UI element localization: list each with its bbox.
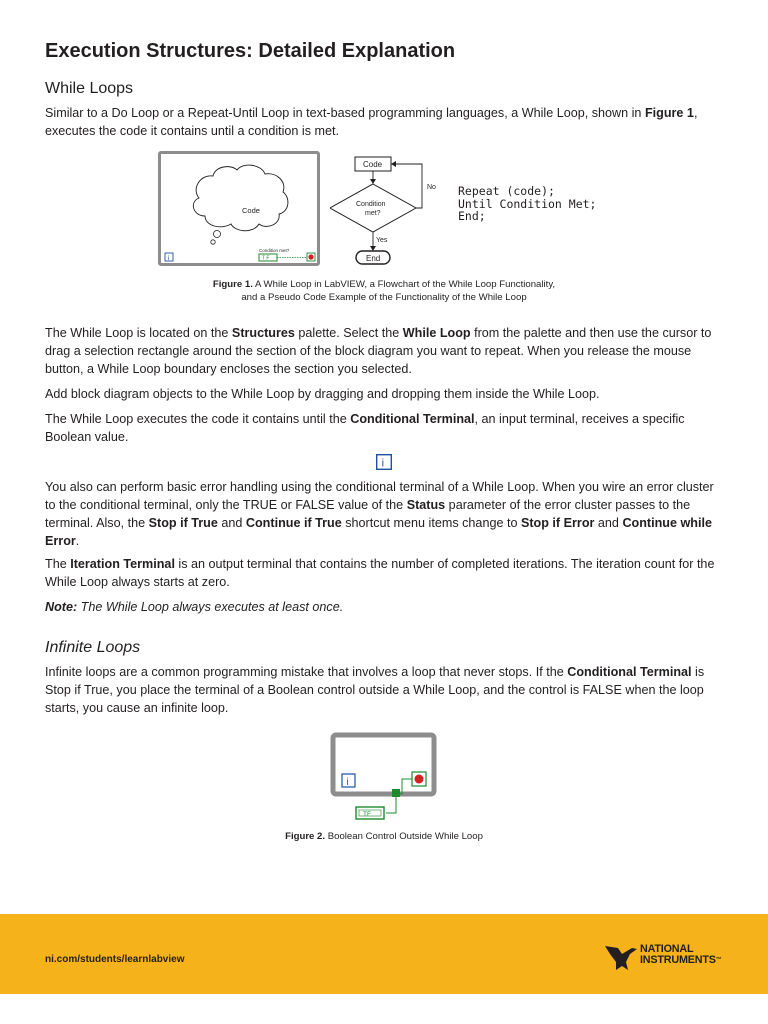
figure1-labview-while-loop (158, 151, 320, 266)
svg-text:Yes: Yes (376, 237, 388, 244)
figure1-caption: Figure 1. A While Loop in LabVIEW, a Flowchart of the While Loop Functionality, and a Pseudo Code Example of the Functionality of the While Loop (212, 279, 556, 303)
figure2-caption: Figure 2. Boolean Control Outside While Loop (285, 831, 483, 842)
paragraph-structures-palette: The While Loop is located on the Structures palette. Select the While Loop from the palette and then use the cursor to drag a selection rectangle around the section of the block diagram you want to repeat. When you release the mouse button, a While Loop boundary encloses the section you selected. (45, 326, 712, 376)
note-paragraph: Note: The While Loop always executes at least once. (45, 600, 344, 614)
figure1-flowchart (330, 151, 440, 271)
lv-condition-label: Condition met? (259, 248, 290, 253)
ni-eagle-icon (604, 942, 638, 972)
svg-text:Code: Code (363, 160, 383, 169)
svg-text:i: i (381, 457, 385, 470)
svg-text:TF: TF (363, 811, 371, 818)
section-heading-while-loops: While Loops (45, 80, 134, 97)
svg-text:No: No (427, 184, 436, 191)
svg-text:Condition: Condition (356, 201, 386, 208)
paragraph-intro: Similar to a Do Loop or a Repeat-Until Loop in text-based programming languages, a While Loop, shown in Figure 1, executes the code it contains until a condition is met. (45, 106, 698, 138)
svg-text:i: i (346, 777, 349, 788)
page-title: Execution Structures: Detailed Explanation (45, 40, 456, 62)
footer-bar (0, 914, 768, 994)
paragraph-conditional-terminal: The While Loop executes the code it contains until the Conditional Terminal, an input terminal, receives a specific Boolean value. (45, 412, 685, 444)
svg-text:End: End (366, 254, 381, 263)
figure2-boolean-outside-loop (326, 730, 442, 825)
paragraph-iteration-terminal: The Iteration Terminal is an output terminal that contains the number of completed iterations. The iteration count for the While Loop always starts at zero. (45, 557, 715, 589)
stop-sign-icon (308, 254, 313, 259)
stop-sign-icon (415, 775, 424, 784)
svg-text:i: i (167, 255, 170, 262)
loop-tunnel (392, 789, 400, 797)
svg-text:met?: met? (365, 210, 381, 217)
section-heading-infinite-loops: Infinite Loops (45, 639, 141, 656)
iteration-terminal-standalone (376, 454, 392, 475)
paragraph-add-objects: Add block diagram objects to the While Loop by dragging and dropping them inside the While Loop. (45, 387, 600, 401)
cloud-bubble-2 (211, 240, 215, 244)
footer-link[interactable]: ni.com/students/learnlabview (45, 954, 185, 965)
iteration-terminal-icon (376, 454, 392, 470)
national-instruments-logo: NATIONAL INSTRUMENTS™ (604, 942, 734, 974)
code-cloud-shape (193, 165, 288, 231)
cloud-bubble-1 (214, 231, 221, 238)
lv-code-label: Code (242, 206, 260, 215)
paragraph-infinite-loops: Infinite loops are a common programming mistake that involves a loop that never stops. If the Conditional Terminal is Stop if True, you place the terminal of a Boolean control outside a While Loop, and the control is FALSE when the loop starts, you cause an infinite loop. (45, 665, 705, 715)
flow-condition-diamond (330, 184, 416, 232)
pseudo-code-block: Repeat (code); Until Condition Met; End; (458, 184, 597, 223)
while-loop-diagram (161, 154, 317, 263)
svg-text:T F: T F (262, 255, 270, 262)
paragraph-error-handling: You also can perform basic error handling using the conditional terminal of a While Loop. When you wire an error cluster to the conditional terminal, only the TRUE or FALSE value of the Status parameter of the error cluster passes to the terminal. Also, the Stop if True and Continue if True shortcut menu items change to Stop if Error and Continue while Error. (45, 480, 714, 548)
